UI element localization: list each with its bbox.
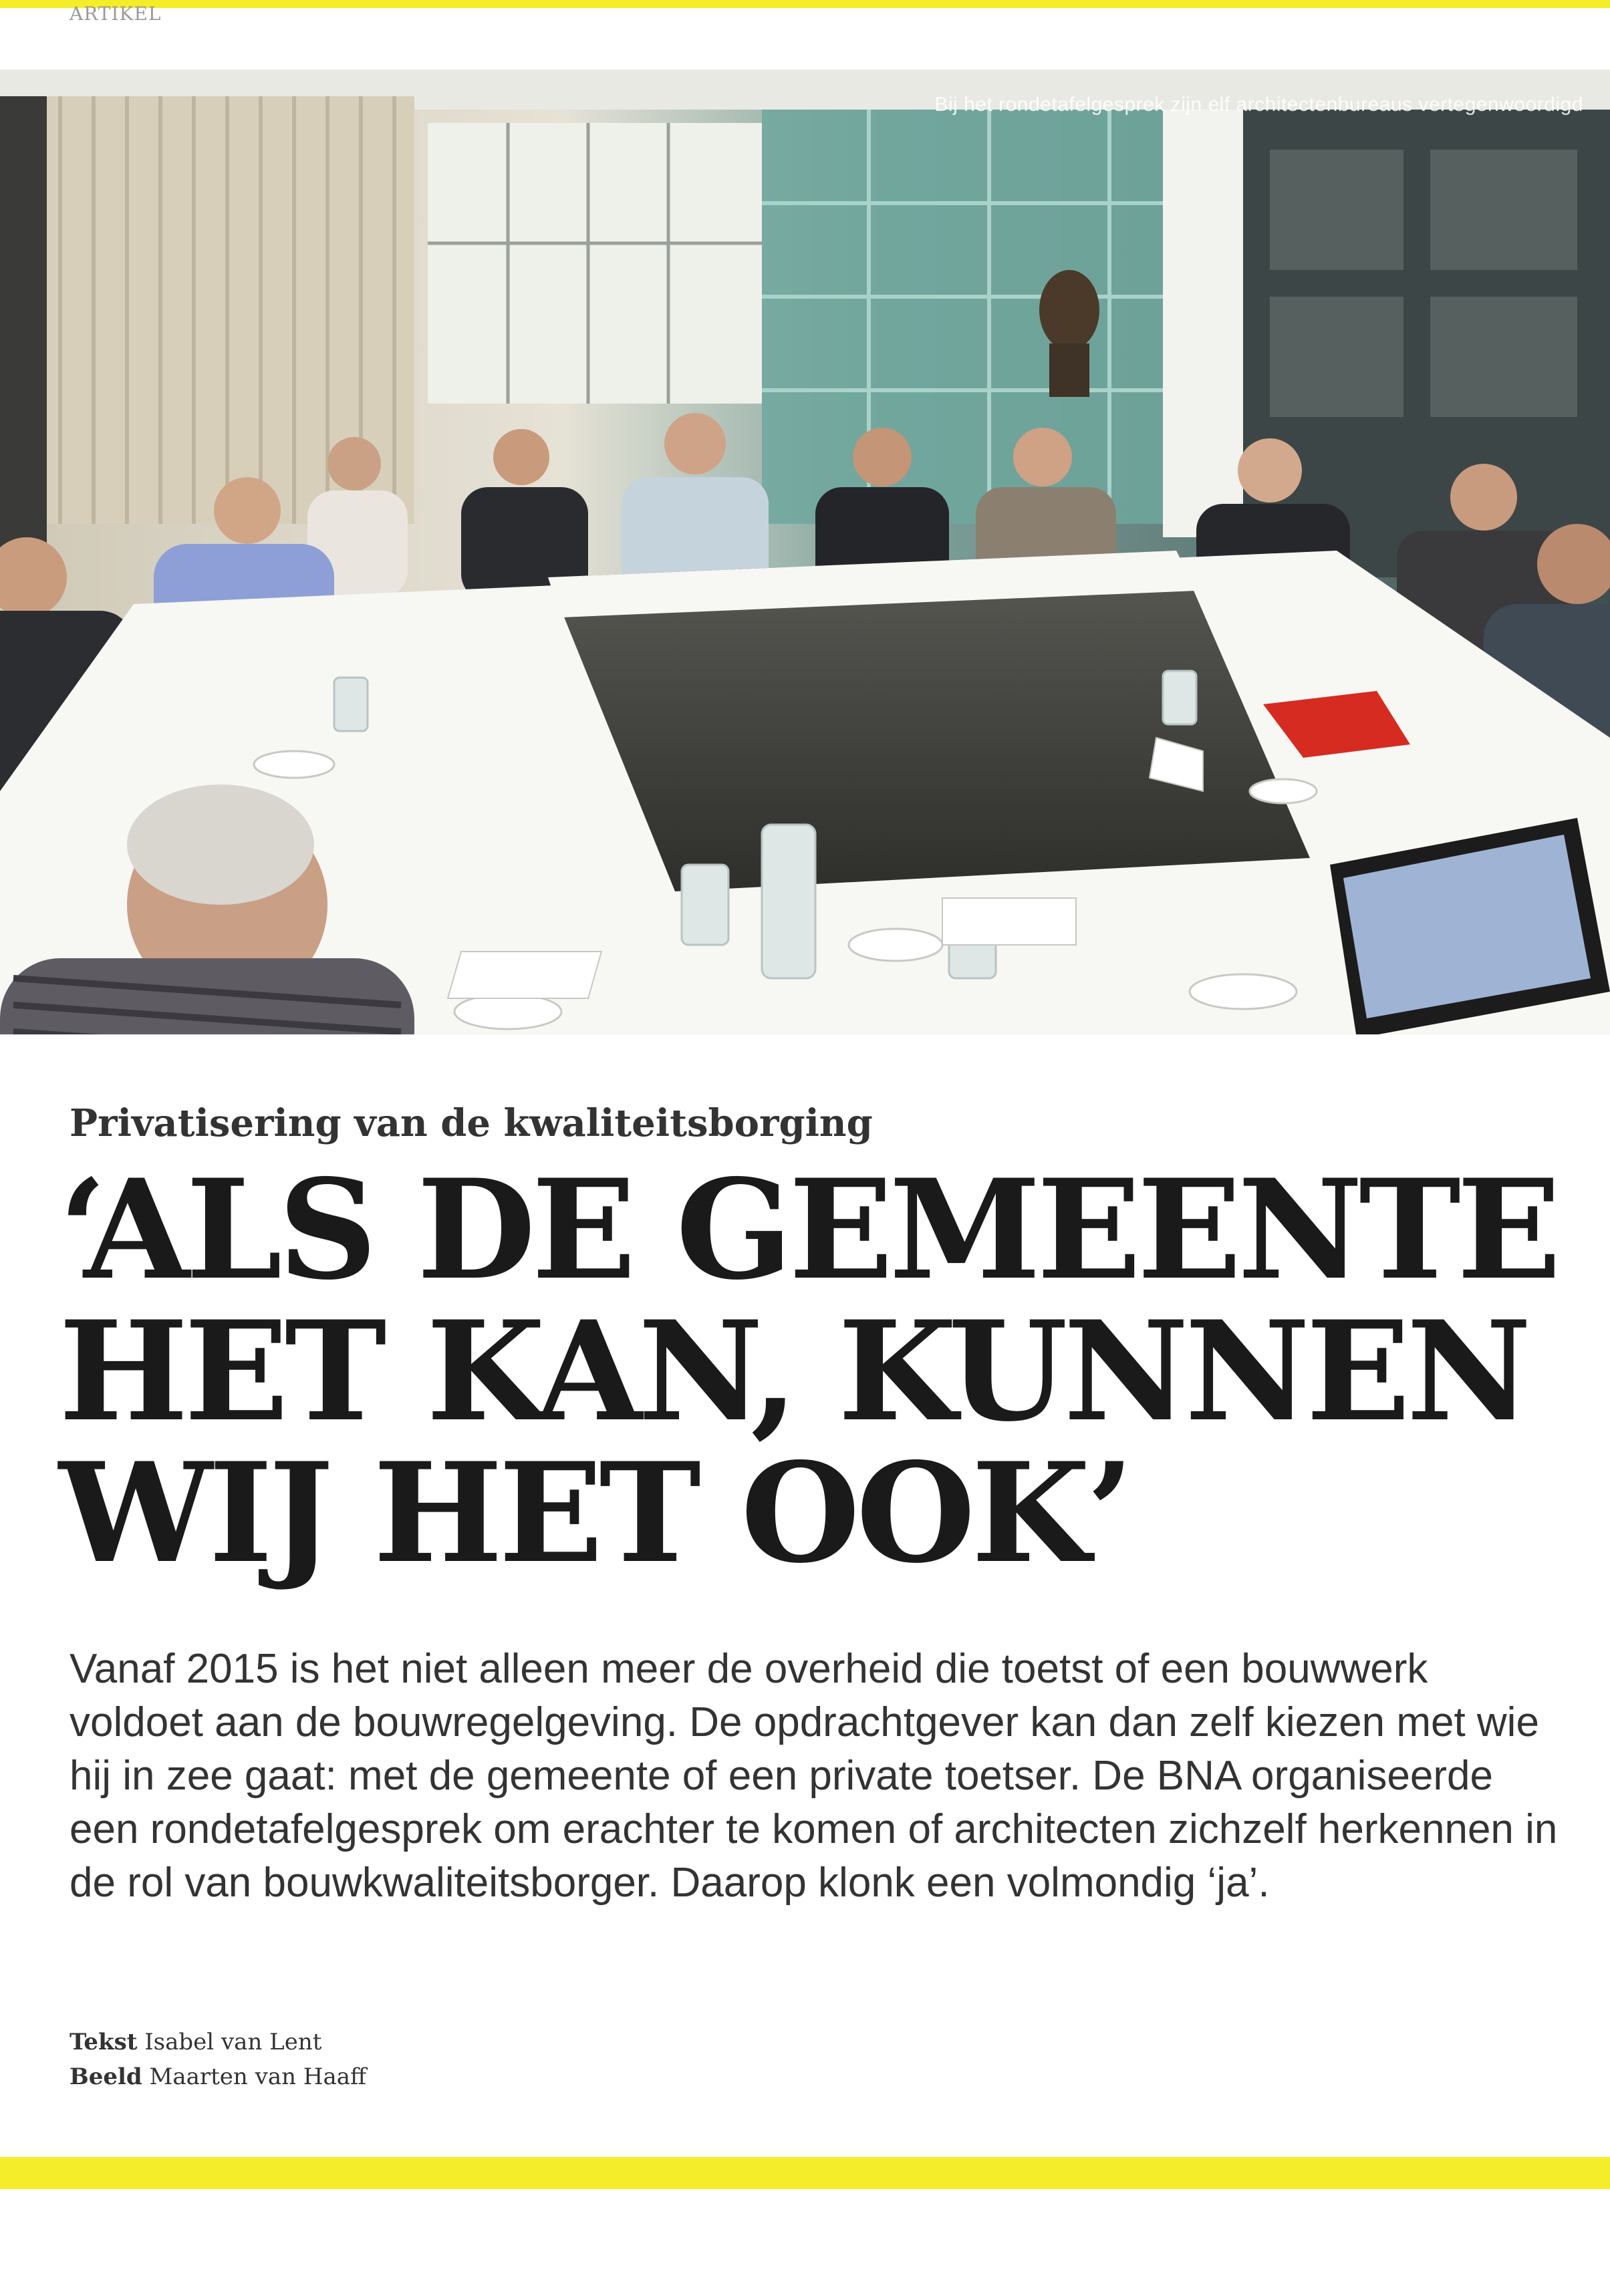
headline-line: WIJ HET OOK’	[59, 1433, 1131, 1594]
photo-caption: Bij het rondetafelgesprek zijn elf architectenbureaus vertegenwoordigd	[934, 94, 1583, 116]
credit-text-label: Tekst	[70, 2029, 138, 2055]
meeting-photo-illustration	[0, 69, 1610, 1034]
bottom-yellow-bar	[0, 2157, 1610, 2189]
credit-image-author: Maarten van Haaff	[149, 2063, 367, 2090]
article-intro: Vanaf 2015 is het niet alleen meer de overheid die toetst of een bouwwerk voldoet aan de bouwregelgeving. De opdrachtgever kan dan zelf kiezen met wie hij in zee gaat: met de gemeente of een private toetser. De BNA organiseerde een rondetafelgesprek om erachter te komen of architecten zichzelf herkennen in de rol van bouwkwaliteitsborger. Daarop klonk een volmondig ‘ja’.	[70, 1646, 1558, 1906]
credit-text-author: Isabel van Lent	[144, 2029, 322, 2055]
article-headline	[59, 1150, 1569, 1594]
meeting-photo	[0, 69, 1610, 1034]
article-kicker: Privatisering van de kwaliteitsborging	[70, 1101, 873, 1145]
top-yellow-bar	[0, 0, 1610, 8]
article-credits	[70, 2025, 366, 2094]
section-label: ARTIKEL	[70, 3, 162, 25]
credit-text-line	[70, 2025, 366, 2059]
headline-line: ‘ALS DE GEMEENTE	[59, 1150, 1558, 1310]
credit-image-line	[70, 2059, 366, 2094]
credit-image-label: Beeld	[70, 2063, 142, 2090]
headline-line: HET KAN, KUNNEN	[59, 1292, 1528, 1452]
